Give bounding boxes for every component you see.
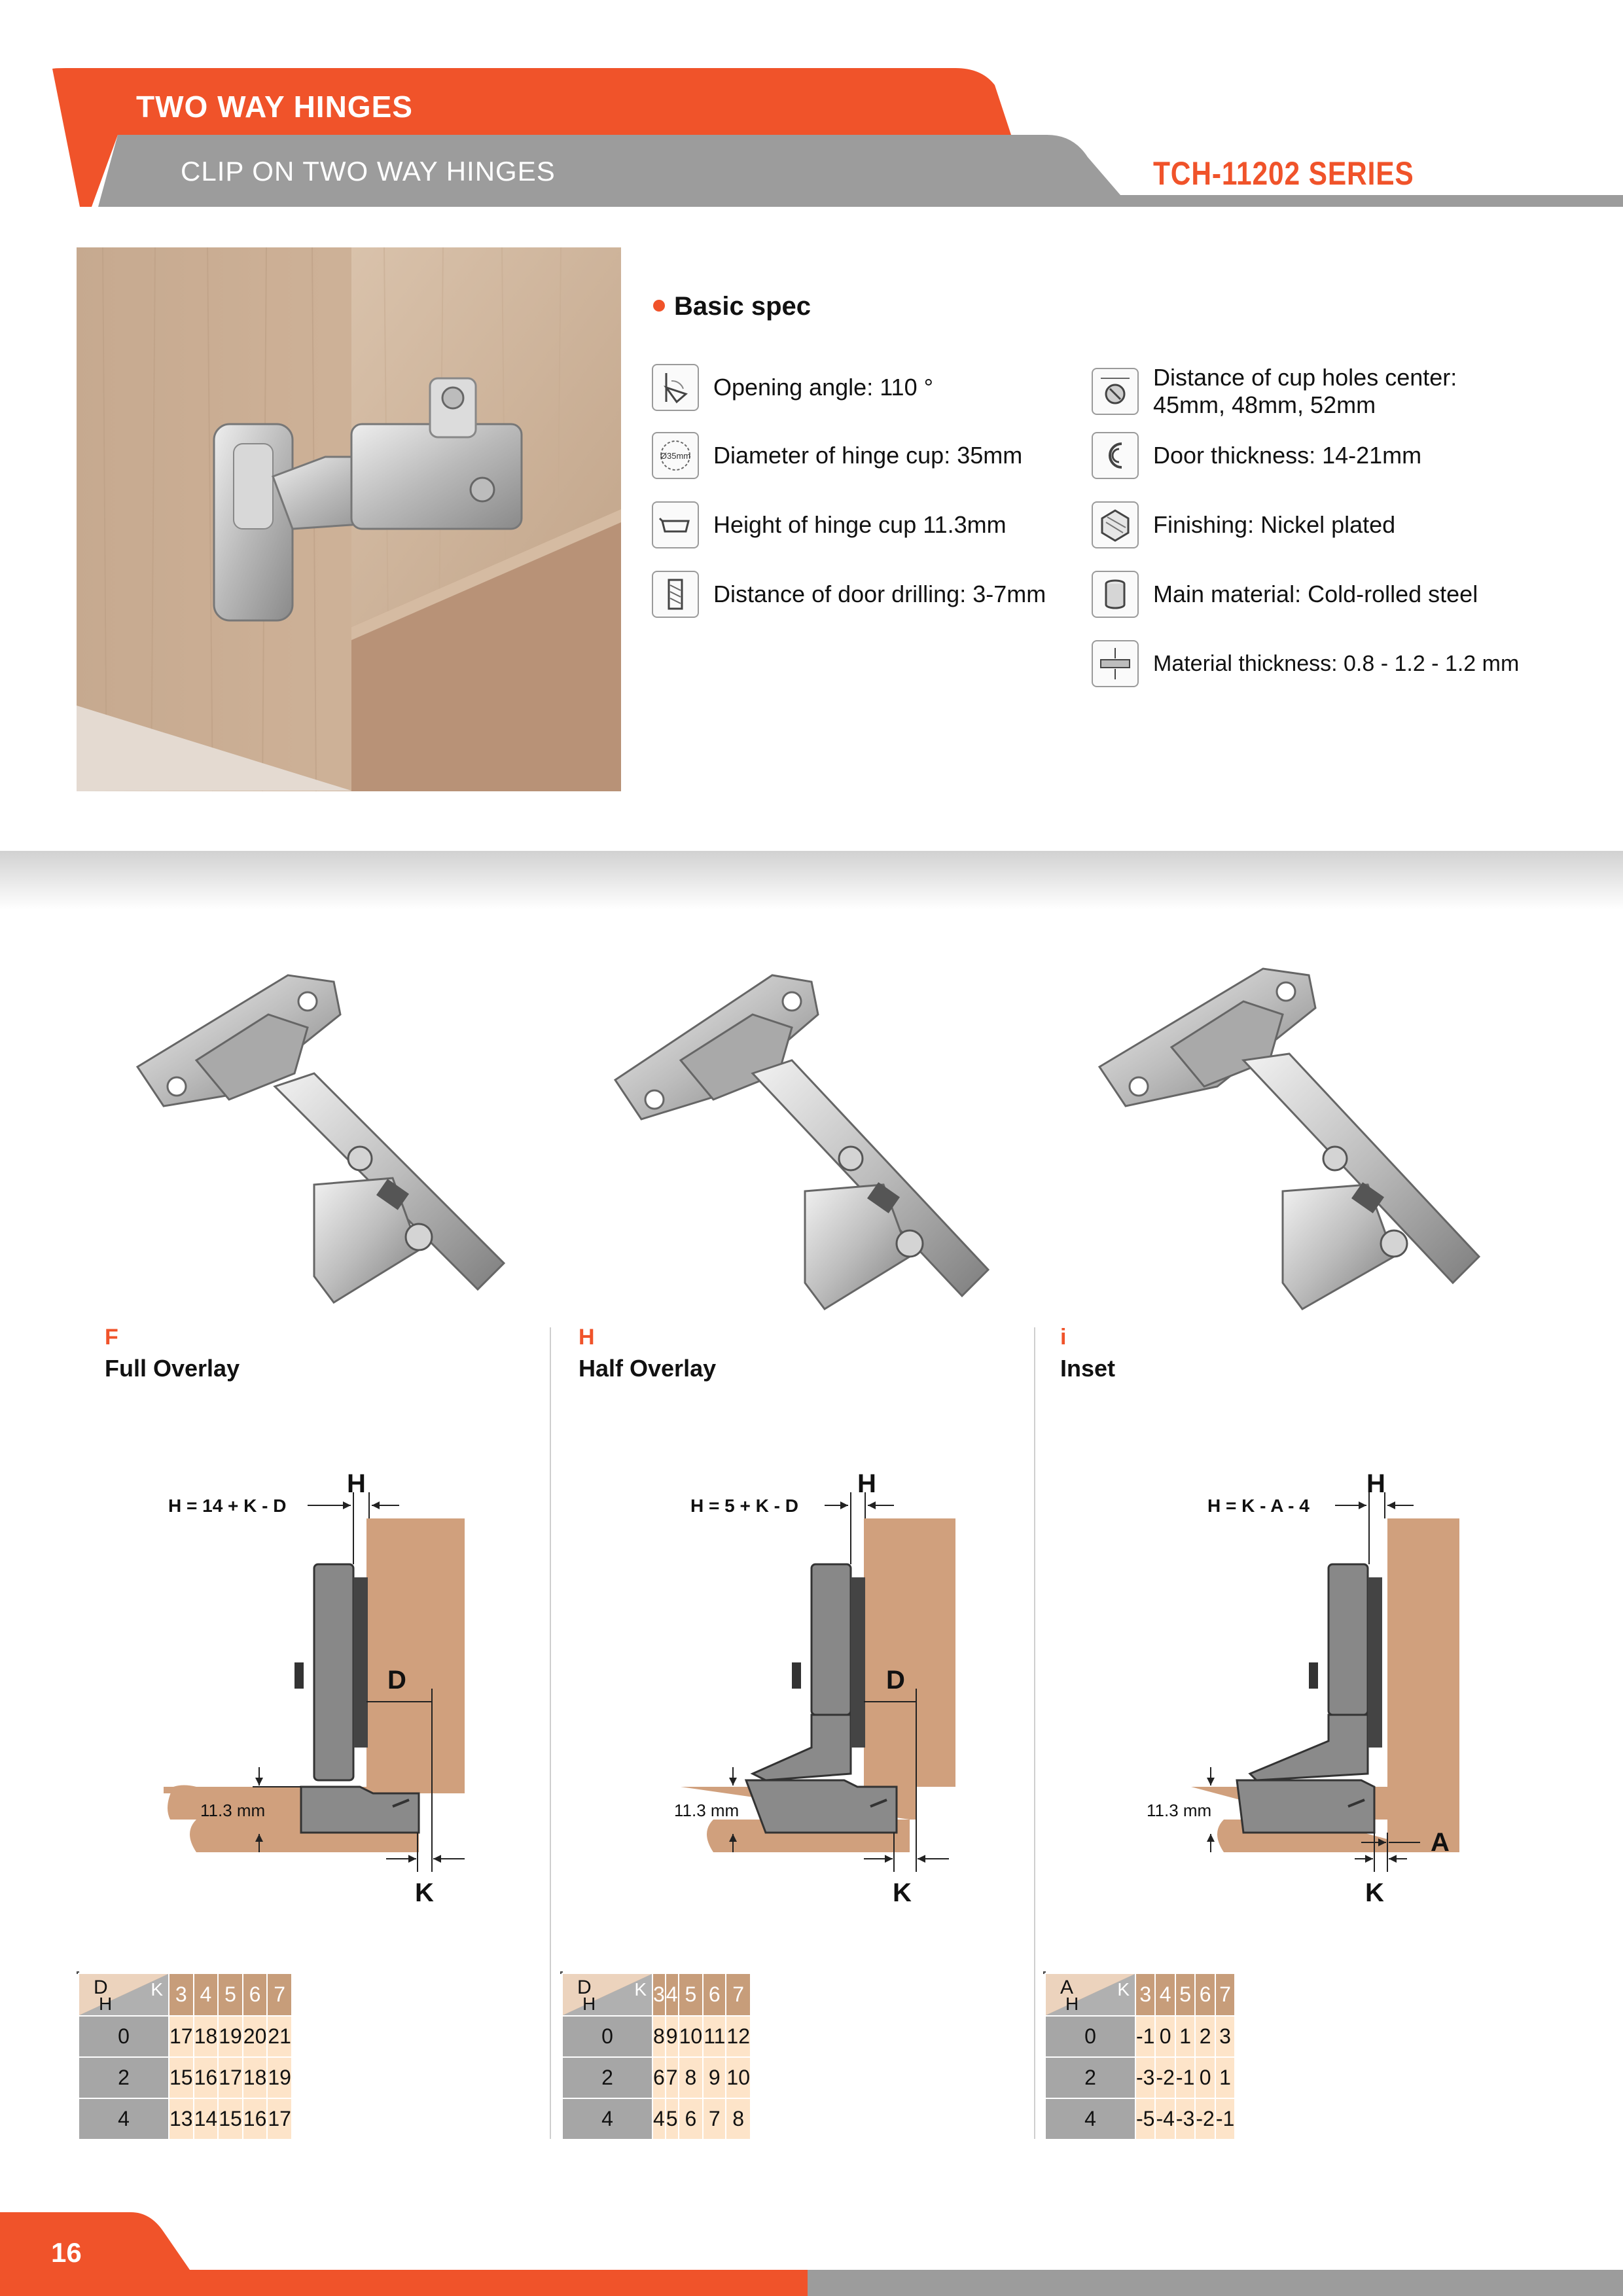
finishing-icon bbox=[1092, 501, 1139, 548]
hinge-photo-inset bbox=[1086, 956, 1505, 1322]
half-overlay-h-label: H bbox=[857, 1469, 876, 1498]
half-overlay-title: Half Overlay bbox=[579, 1355, 717, 1382]
k-header: 6 bbox=[1195, 1973, 1215, 2016]
cup-holes-icon bbox=[1092, 368, 1139, 415]
inset-title: Inset bbox=[1060, 1355, 1116, 1382]
inset-k-label: K bbox=[1365, 1878, 1384, 1907]
k-header: 7 bbox=[726, 1973, 751, 2016]
k-header: 4 bbox=[194, 1973, 219, 2016]
half-overlay-formula: H = 5 + K - D bbox=[690, 1496, 798, 1516]
table-corner: D H K bbox=[79, 1973, 169, 2016]
spec-cup-holes bbox=[1092, 364, 1457, 419]
cup-holes-line1: Distance of cup holes center: bbox=[1153, 364, 1457, 391]
inset-a-label: A bbox=[1431, 1828, 1450, 1857]
k-header: 3 bbox=[1135, 1973, 1155, 2016]
half-overlay-cup-height: 11.3 mm bbox=[674, 1801, 740, 1820]
table-row: 4 -5 -4 -3 -2 -1 bbox=[1045, 2098, 1235, 2140]
table-corner: D H K bbox=[562, 1973, 652, 2016]
product-photo bbox=[77, 247, 621, 791]
hinge-photo-half-overlay bbox=[602, 962, 1021, 1329]
inset-code: i bbox=[1060, 1325, 1067, 1350]
bullet-dot bbox=[653, 300, 665, 312]
table-row: 4 4 5 6 7 8 bbox=[562, 2098, 751, 2140]
half-overlay-k-label: K bbox=[893, 1878, 912, 1907]
full-overlay-code: F bbox=[105, 1325, 118, 1350]
header-title: TWO WAY HINGES bbox=[136, 90, 413, 124]
table-row: 2 -3 -2 -1 0 1 bbox=[1045, 2057, 1235, 2098]
k-header: 4 bbox=[1155, 1973, 1175, 2016]
k-header: 5 bbox=[218, 1973, 243, 2016]
series-name: TCH-11202 SERIES bbox=[1153, 155, 1414, 192]
inset-h-label: H bbox=[1366, 1469, 1385, 1498]
opening-angle-icon bbox=[652, 364, 699, 411]
spec-finishing: Finishing: Nickel plated bbox=[1092, 501, 1395, 548]
door-drilling-icon bbox=[652, 571, 699, 618]
spec-door-thickness: Door thickness: 14-21mm bbox=[1092, 432, 1421, 479]
spec-opening-angle: Opening angle: 110 ° bbox=[652, 364, 933, 411]
full-overlay-diagram bbox=[157, 1466, 628, 1937]
table-row: 4 13 14 15 16 17 bbox=[79, 2098, 292, 2140]
spec-cup-diameter: Ø35mm Diameter of hinge cup: 35mm bbox=[652, 432, 1022, 479]
inset-diagram bbox=[1139, 1466, 1610, 1937]
cup-height-icon bbox=[652, 501, 699, 548]
k-header: 5 bbox=[1175, 1973, 1195, 2016]
half-overlay-table bbox=[560, 1971, 750, 2130]
k-header: 5 bbox=[679, 1973, 704, 2016]
k-header: 6 bbox=[703, 1973, 726, 2016]
material-thickness-icon bbox=[1092, 640, 1139, 687]
inset-formula: H = K - A - 4 bbox=[1207, 1496, 1310, 1516]
door-thickness-icon bbox=[1092, 432, 1139, 479]
k-header: 4 bbox=[666, 1973, 679, 2016]
spec-cup-height: Height of hinge cup 11.3mm bbox=[652, 501, 1007, 548]
k-header: 6 bbox=[243, 1973, 268, 2016]
full-overlay-k-label: K bbox=[415, 1878, 434, 1907]
inset-cup-height: 11.3 mm bbox=[1147, 1801, 1212, 1820]
material-icon bbox=[1092, 571, 1139, 618]
page-number: 16 bbox=[51, 2237, 82, 2268]
full-overlay-h-label: H bbox=[347, 1469, 366, 1498]
page-header bbox=[0, 0, 1623, 216]
full-overlay-table bbox=[77, 1971, 291, 2130]
spec-door-drilling: Distance of door drilling: 3-7mm bbox=[652, 571, 1046, 618]
table-corner: A H K bbox=[1045, 1973, 1135, 2016]
k-header: 3 bbox=[652, 1973, 666, 2016]
page-footer bbox=[0, 2206, 1623, 2296]
spec-heading: Basic spec bbox=[653, 292, 811, 321]
half-overlay-d-label: D bbox=[886, 1666, 905, 1695]
spec-material-thickness: Material thickness: 0.8 - 1.2 - 1.2 mm bbox=[1092, 640, 1519, 687]
table-row: 2 6 7 8 9 10 bbox=[562, 2057, 751, 2098]
hinge-photo-full-overlay bbox=[118, 962, 537, 1329]
cup-diameter-icon bbox=[652, 432, 699, 479]
k-header: 7 bbox=[267, 1973, 292, 2016]
section-divider bbox=[0, 851, 1623, 910]
half-overlay-code: H bbox=[579, 1325, 595, 1350]
full-overlay-formula: H = 14 + K - D bbox=[168, 1496, 287, 1516]
cup-diameter-icon-label: Ø35mm bbox=[660, 451, 691, 461]
half-overlay-diagram bbox=[661, 1466, 1132, 1937]
header-subtitle: CLIP ON TWO WAY HINGES bbox=[181, 156, 556, 187]
k-header: 7 bbox=[1215, 1973, 1235, 2016]
table-row: 0 8 9 10 11 12 bbox=[562, 2016, 751, 2057]
full-overlay-cup-height: 11.3 mm bbox=[200, 1801, 266, 1820]
inset-table bbox=[1043, 1971, 1235, 2130]
cup-holes-line2: 45mm, 48mm, 52mm bbox=[1153, 391, 1376, 418]
table-row: 2 15 16 17 18 19 bbox=[79, 2057, 292, 2098]
k-header: 3 bbox=[169, 1973, 194, 2016]
table-row: 0 -1 0 1 2 3 bbox=[1045, 2016, 1235, 2057]
full-overlay-d-label: D bbox=[387, 1666, 406, 1695]
table-row: 0 17 18 19 20 21 bbox=[79, 2016, 292, 2057]
spec-material: Main material: Cold-rolled steel bbox=[1092, 571, 1478, 618]
full-overlay-title: Full Overlay bbox=[105, 1355, 240, 1382]
